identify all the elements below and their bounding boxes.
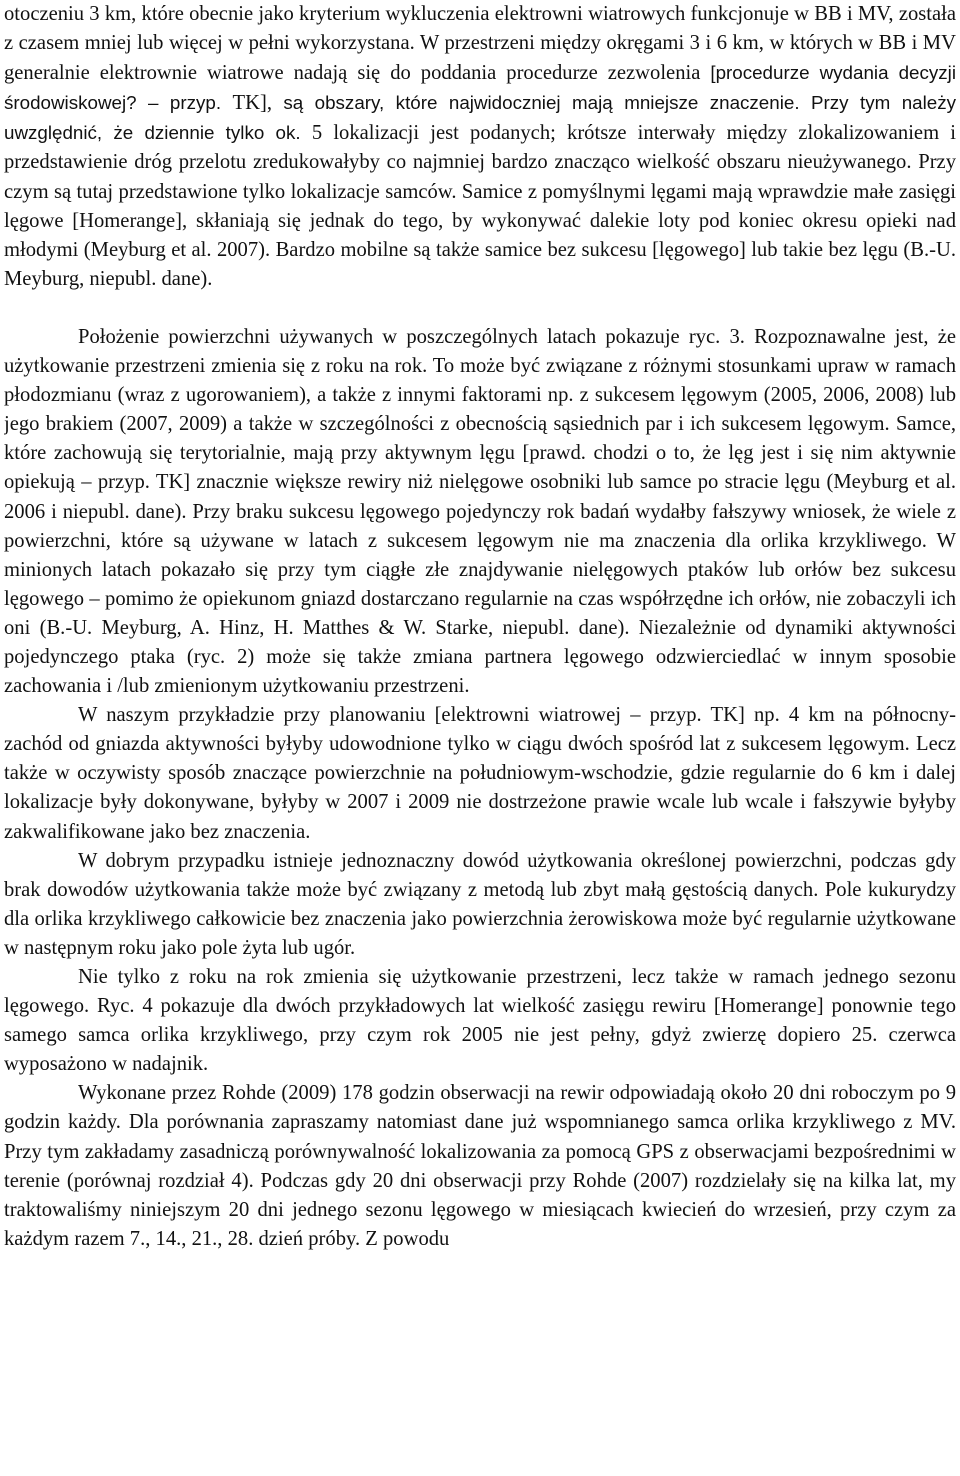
paragraph-1-run-2: [procedurze wydania decyzji środowiskowej? – przyp. (4, 62, 956, 114)
paragraph-2-run-1: Położenie powierzchni używanych w poszczególnych latach pokazuje ryc. 3. Rozpoznawalne jest, że użytkowanie przestrzeni zmienia się z roku na rok. To może być związane z różnymi stosunkami upraw w ramach płodozmianu (wraz z ugorowaniem), a także z innymi faktorami np. z sukcesem lęgowym (2005, 2006, 2008) lub jego brakiem (2007, 2009) a także w szczególności z obecnością sąsiednich par i ich sukcesem lęgowym. Samce, które zachowują się terytorialnie, mają przy aktywnym lęgu [prawd. chodzi o to, że lęg jest i się nim aktywnie opiekują – przyp. TK] znacznie większe rewiry niż nielęgowe osobniki lub samce po stracie lęgu (Meyburg et al. 2006 i niepubl. dane). Przy braku sukcesu lęgowego pojedynczy rok badań wydałby fałszywy wniosek, że wiele z powierzchni, które są używane w latach z sukcesem lęgowym nie ma znaczenia dla orlika krzykliwego. W minionych latach pokazało się przy tym ciągłe złe znajdywanie nielęgowych ptaków lub orłów bez sukcesu lęgowego – pomimo że opiekunom gniazd dostarczano regularnie na czas współrzędne ich orłów, nie zobaczyli ich oni (B.-U. Meyburg, A. Hinz, H. Matthes & W. Starke, niepubl. dane). Niezależnie od dynamiki aktywności pojedynczego ptaka (ryc. 2) może się także zmiana partnera lęgowego odzwierciedlać w innym sposobie zachowania i /lub zmienionym użytkowaniu przestrzeni. (4, 325, 956, 698)
body-text (4, 0, 956, 1254)
paragraph-1 (4, 0, 956, 294)
paragraph-6-run-1: Wykonane przez Rohde (2009) 178 godzin obserwacji na rewir odpowiadają około 20 dni roboczym po 9 godzin każdy. Dla porównania zapraszamy natomiast dane już wspomnianego samca orlika krzykliwego z MV. Przy tym zakładamy zasadniczą porównywalność lokalizowania za pomocą GPS z obserwacjami bezpośrednimi w terenie (porównaj rozdział 4). Podczas gdy 20 dni obserwacji przy Rohde (2007) rozdzielały się na kilka lat, my traktowaliśmy niniejszym 20 dni jednego sezonu lęgowego w miesiącach kwiecień do wrzesień, przy czym za każdym razem 7., 14., 21., 28. dzień próby. Z powodu (4, 1082, 956, 1250)
paragraph-1-run-1: otoczeniu 3 km, które obecnie jako kryterium wykluczenia elektrowni wiatrowych funkcjonuje w BB i MV, została z czasem mniej lub więcej w pełni wykorzystana. W przestrzeni między okręgami 3 i 6 km, w których w BB i MV generalnie elektrownie wiatrowe nadają się do poddania procedurze zezwolenia (4, 3, 956, 85)
paragraph-1-run-3: TK], (232, 92, 284, 115)
document-page (4, 0, 956, 1476)
paragraph-3-run-1: W naszym przykładzie przy planowaniu [elektrowni wiatrowej – przyp. TK] np. 4 km na północny-zachód od gniazda aktywności byłyby udowodnione tylko w ciągu dwóch spośród lat z sukcesem lęgowym. Lecz także w oczywisty sposób znaczące powierzchnie na południowym-wschodzie, gdzie regularnie do 6 km i dalej lokalizacje były dokonywane, byłyby w 2007 i 2009 nie dostrzeżone prawie wcale lub wcale i fałszywie byłyby zakwalifikowane jako bez znaczenia. (4, 704, 956, 843)
paragraph-1-run-4: są obszary, które najwidoczniej mają mniejsze znaczenie. Przy tym należy uwzględnić, że dziennie tylko ok. (4, 92, 956, 144)
paragraph-5 (4, 963, 956, 1079)
paragraph-5-run-1: Nie tylko z roku na rok zmienia się użytkowanie przestrzeni, lecz także w ramach jednego sezonu lęgowego. Ryc. 4 pokazuje dla dwóch przykładowych lat wielkość zasięgu rewiru [Homerange] ponownie tego samego samca orlika krzykliwego, przy czym rok 2005 nie jest pełny, gdyż zwierzę dopiero 25. czerwca wyposażono w nadajnik. (4, 966, 956, 1076)
paragraph-3 (4, 701, 956, 846)
paragraph-1-run-5: 5 lokalizacji jest podanych; krótsze interwały między zlokalizowaniem i przedstawienie dróg przelotu zredukowałyby co najmniej bardzo znacząco wielkość obszaru nieużywanego. Przy czym są tutaj przedstawione tylko lokalizacje samców. Samice z pomyślnymi lęgami mają wprawdzie małe zasięgi lęgowe [Homerange], skłaniają się jednak do tego, by wykonywać dalekie loty pod koniec okresu opieki nad młodymi (Meyburg et al. 2007). Bardzo mobilne są także samice bez sukcesu [lęgowego] lub takie bez lęgu (B.-U. Meyburg, niepubl. dane). (4, 122, 956, 290)
paragraph-4-run-1: W dobrym przypadku istnieje jednoznaczny dowód użytkowania określonej powierzchni, podczas gdy brak dowodów użytkowania także może być związany z metodą lub zbyt małą gęstością danych. Pole kukurydzy dla orlika krzykliwego całkowicie bez znaczenia jako powierzchnia żerowiskowa może być regularnie użytkowane w następnym roku jako pole żyta lub ugór. (4, 849, 956, 959)
paragraph-2 (4, 323, 956, 701)
paragraph-4 (4, 847, 956, 963)
paragraph-6 (4, 1079, 956, 1254)
